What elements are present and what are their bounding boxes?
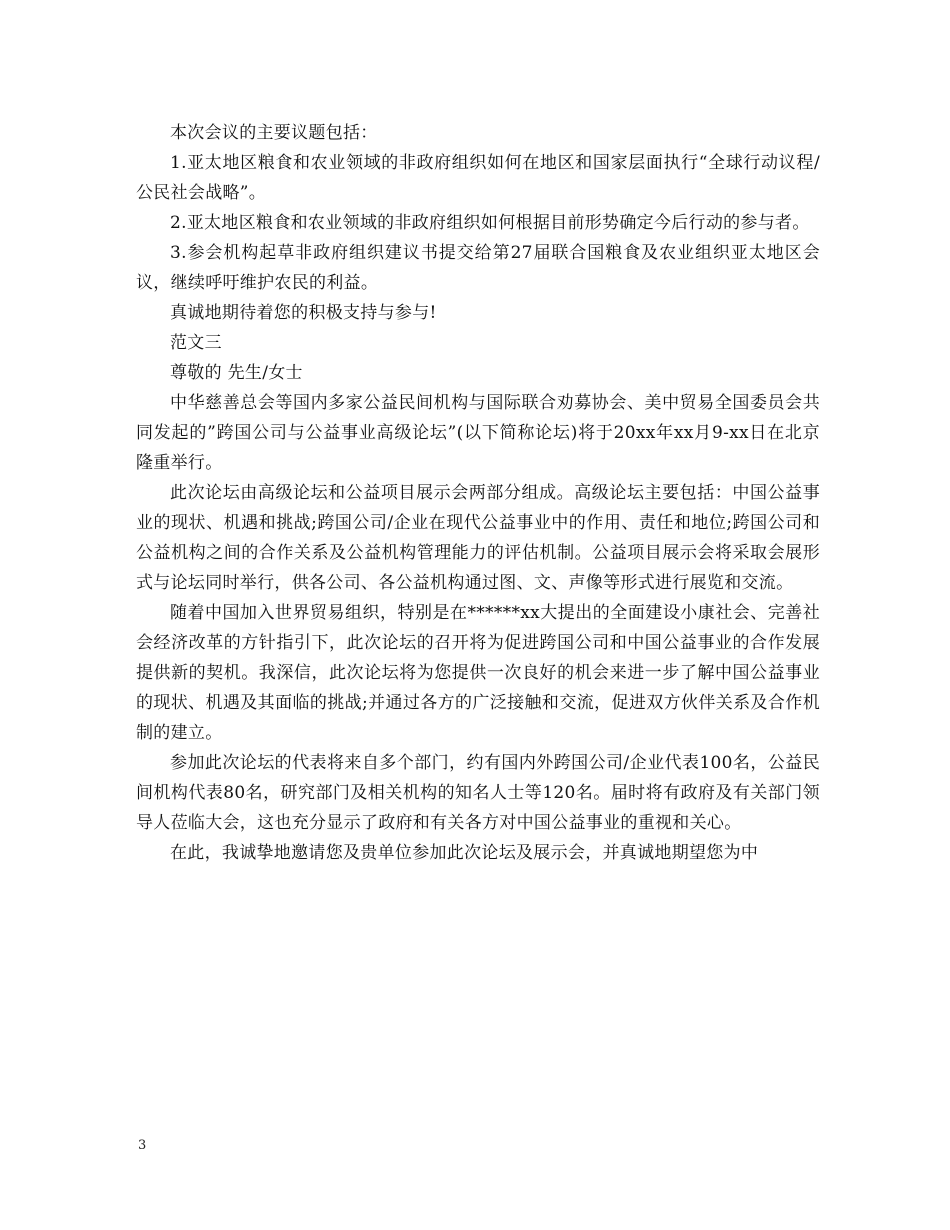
document-body	[136, 118, 820, 868]
paragraph-agenda-item-1: 1.亚太地区粮食和农业领域的非政府组织如何在地区和国家层面执行“全球行动议程/公民社会战略”。	[136, 153, 820, 203]
page-number: 3	[138, 1138, 147, 1153]
paragraph-forum-significance: 随着中国加入世界贸易组织，特别是在******xx大提出的全面建设小康社会、完善社会经济改革的方针指引下，此次论坛的召开将为促进跨国公司和中国公益事业的合作发展提供新的契机。我深信，此次论坛将为您提供一次良好的机会来进一步了解中国公益事业的现状、机遇及其面临的挑战;并通过各方的广泛接触和交流，促进双方伙伴关系及合作机制的建立。	[136, 603, 820, 743]
paragraph-invitation: 在此，我诚挚地邀请您及贵单位参加此次论坛及展示会，并真诚地期望您为中	[170, 843, 759, 863]
salutation: 尊敬的 先生/女士	[170, 363, 303, 383]
paragraph-closing: 真诚地期待着您的积极支持与参与!	[170, 303, 437, 323]
paragraph-participants: 参加此次论坛的代表将来自多个部门，约有国内外跨国公司/企业代表100名，公益民间机构代表80名，研究部门及相关机构的知名人士等120名。届时将有政府及有关部门领导人莅临大会，这也充分显示了政府和有关各方对中国公益事业的重视和关心。	[136, 753, 820, 833]
paragraph-agenda-intro: 本次会议的主要议题包括：	[170, 123, 378, 143]
paragraph-agenda-item-2: 2.亚太地区粮食和农业领域的非政府组织如何根据目前形势确定今后行动的参与者。	[170, 213, 810, 233]
paragraph-forum-announcement: 中华慈善总会等国内多家公益民间机构与国际联合劝募协会、美中贸易全国委员会共同发起的”跨国公司与公益事业高级论坛”(以下简称论坛)将于20xx年xx月9-xx日在北京隆重举行。	[136, 393, 820, 473]
paragraph-agenda-item-3: 3.参会机构起草非政府组织建议书提交给第27届联合国粮食及农业组织亚太地区会议，继续呼吁维护农民的利益。	[136, 243, 820, 293]
paragraph-forum-composition: 此次论坛由高级论坛和公益项目展示会两部分组成。高级论坛主要包括：中国公益事业的现状、机遇和挑战;跨国公司/企业在现代公益事业中的作用、责任和地位;跨国公司和公益机构之间的合作关系及公益机构管理能力的评估机制。公益项目展示会将采取会展形式与论坛同时举行，供各公司、各公益机构通过图、文、声像等形式进行展览和交流。	[136, 483, 820, 593]
section-heading: 范文三	[170, 333, 222, 353]
